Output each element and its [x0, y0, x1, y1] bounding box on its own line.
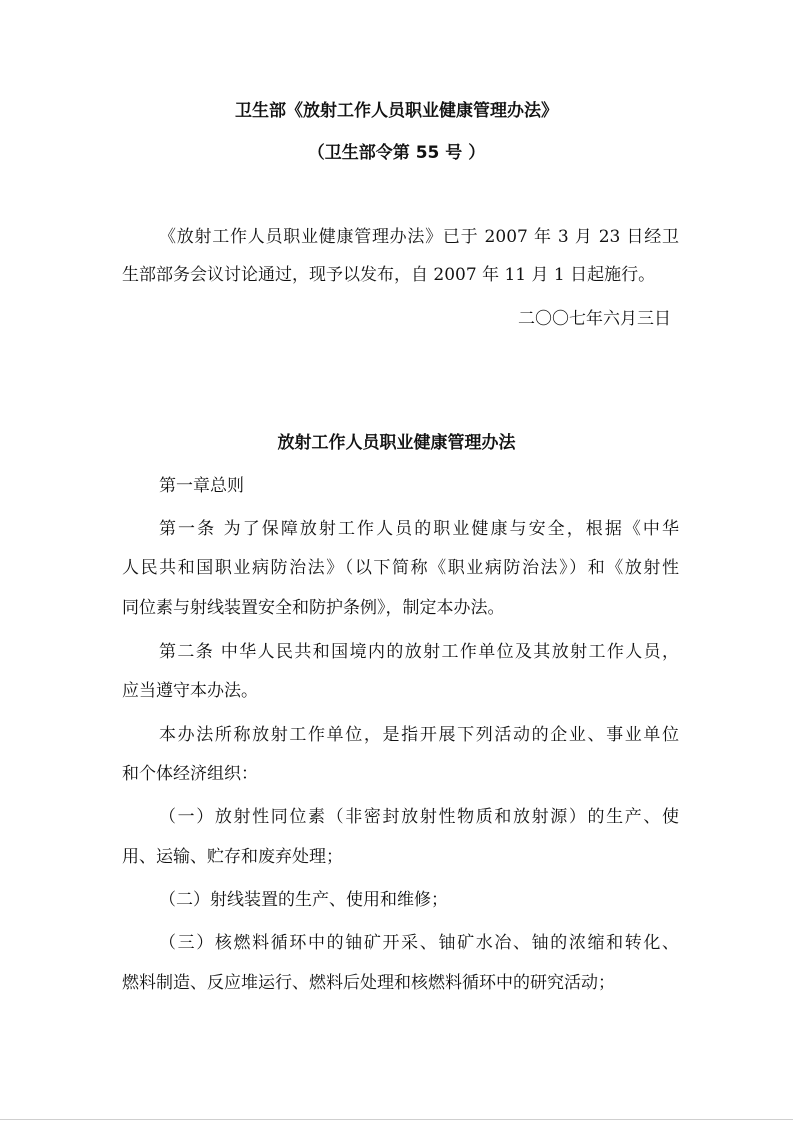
page-bottom-rule	[0, 1119, 793, 1120]
article-1-line-1: 第一条 为了保障放射工作人员的职业健康与安全，根据《中华	[159, 519, 679, 539]
item-3-line-1: （三）核燃料循环中的铀矿开采、铀矿水冶、铀的浓缩和转化、	[159, 933, 679, 953]
article-1-line-3: 同位素与射线装置安全和防护条例》，制定本办法。	[122, 598, 505, 618]
document-title: 卫生部《放射工作人员职业健康管理办法》	[235, 101, 558, 121]
item-2: （二）射线装置的生产、使用和维修；	[159, 890, 448, 910]
item-1-line-1: （一）放射性同位素（非密封放射性物质和放射源）的生产、使	[159, 807, 679, 827]
issue-date: 二〇〇七年六月三日	[518, 309, 671, 329]
definition-line-1: 本办法所称放射工作单位，是指开展下列活动的企业、事业单位	[159, 725, 679, 745]
item-1-line-2: 用、运输、贮存和废弃处理；	[122, 847, 343, 867]
article-1-line-2: 人民共和国职业病防治法》（以下简称《职业病防治法》）和《放射性	[122, 558, 679, 578]
announcement-line-2: 生部部务会议讨论通过，现予以发布，自 2007 年 11 月 1 日起施行。	[122, 265, 656, 285]
law-title: 放射工作人员职业健康管理办法	[277, 433, 516, 453]
item-3-line-2: 燃料制造、反应堆运行、燃料后处理和核燃料循环中的研究活动；	[122, 973, 615, 993]
order-number: （卫生部令第 55 号 ）	[307, 143, 486, 163]
article-2-line-2: 应当遵守本办法。	[122, 681, 258, 701]
definition-line-2: 和个体经济组织：	[122, 764, 258, 784]
announcement-line-1: 《放射工作人员职业健康管理办法》已于 2007 年 3 月 23 日经卫	[159, 227, 679, 247]
article-2-line-1: 第二条 中华人民共和国境内的放射工作单位及其放射工作人员，	[159, 642, 679, 662]
chapter-heading: 第一章总则	[159, 476, 244, 496]
